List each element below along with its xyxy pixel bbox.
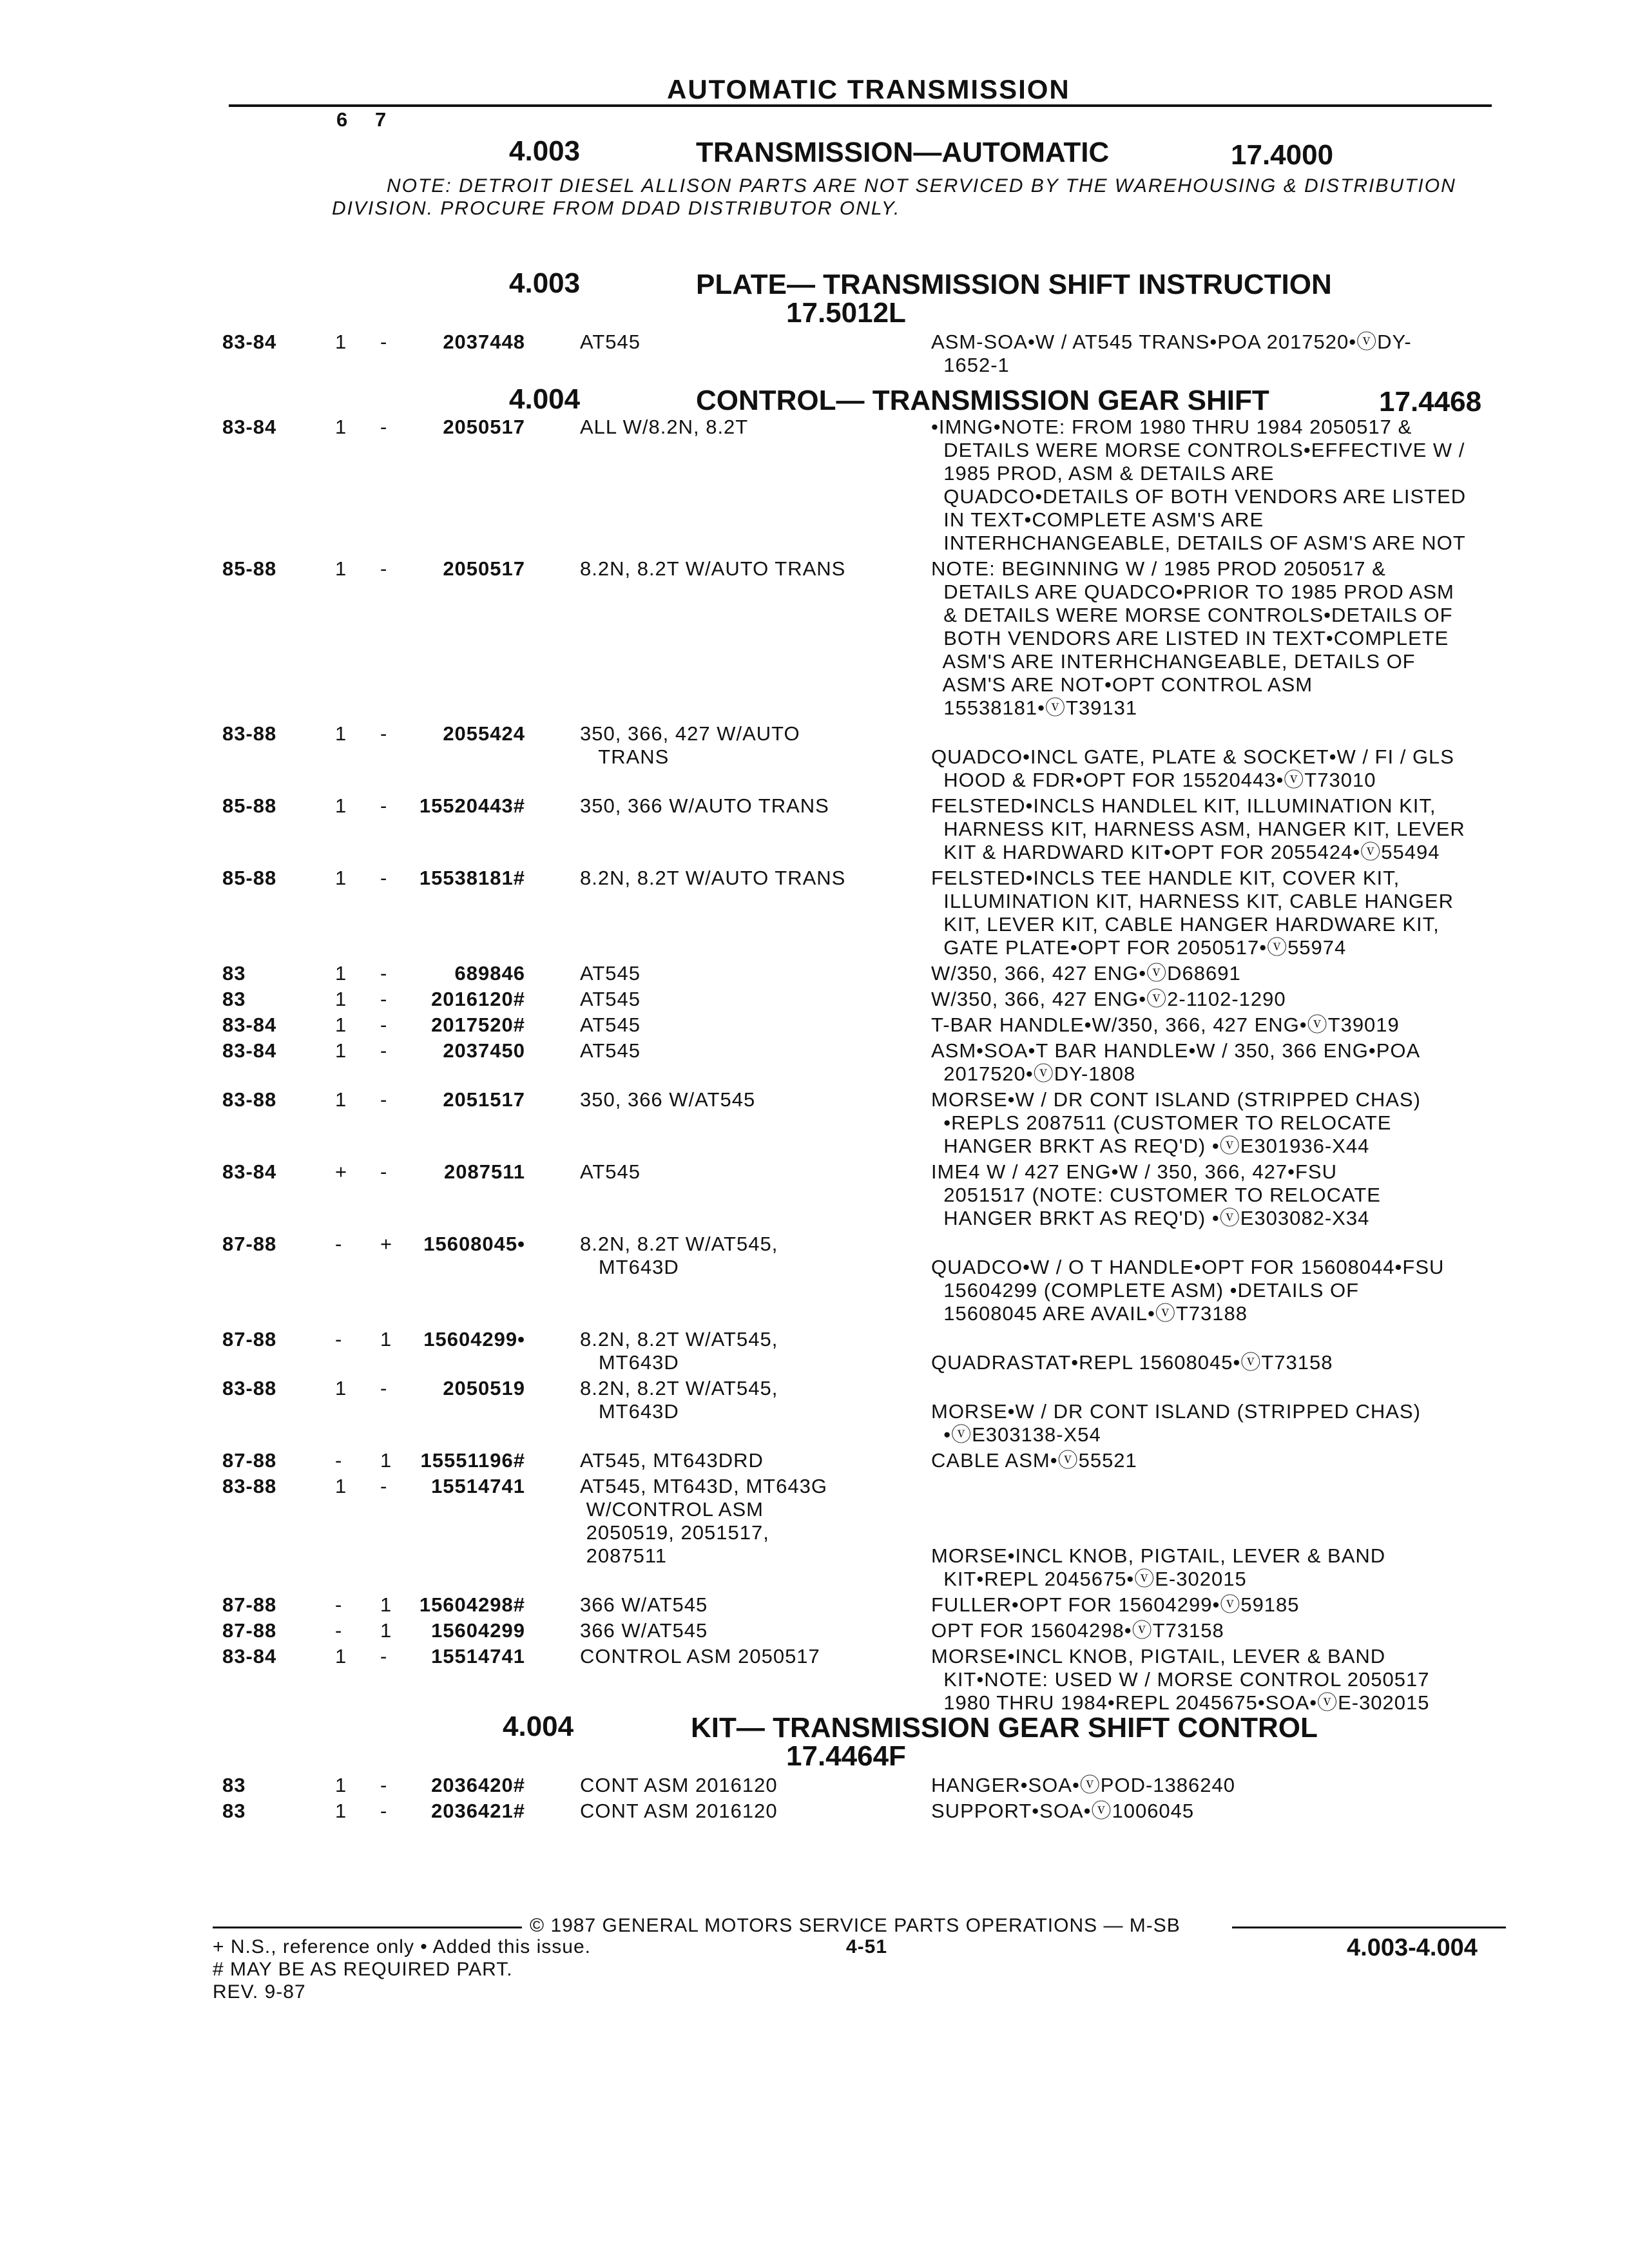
row-part-number: 2050517: [443, 416, 525, 438]
row-application: CONTROL ASM 2050517: [580, 1645, 820, 1667]
row-years: 83-84: [222, 1160, 277, 1183]
row-qty-2: +: [380, 1233, 393, 1255]
row-part-number: 2037450: [443, 1039, 525, 1062]
row-years: 83-88: [222, 1475, 277, 1497]
row-qty-1: 1: [335, 988, 347, 1010]
row-description: QUADCO•W / O T HANDLE•OPT FOR 15608044•FSU 15604299 (COMPLETE ASM) •DETAILS OF 15608045 ARE AVAIL•ⓥT73188: [931, 1256, 1445, 1325]
row-qty-1: 1: [335, 1645, 347, 1667]
section-ref: 17.4468: [1379, 386, 1482, 418]
row-years: 87-88: [222, 1449, 277, 1472]
legend-line-2: # MAY BE AS REQUIRED PART.: [213, 1959, 513, 1980]
section-title: CONTROL— TRANSMISSION GEAR SHIFT: [696, 385, 1269, 416]
row-qty-2: 1: [380, 1619, 392, 1642]
column-label-7: 7: [375, 108, 387, 131]
section-code: 4.003: [509, 135, 581, 167]
page-range: 4.003-4.004: [1347, 1934, 1478, 1961]
row-qty-1: -: [335, 1593, 343, 1616]
row-qty-2: 1: [380, 1593, 392, 1616]
page-title: AUTOMATIC TRANSMISSION: [667, 74, 1070, 104]
row-qty-2: -: [380, 416, 388, 438]
row-part-number: 2017520#: [431, 1014, 525, 1036]
row-qty-1: -: [335, 1233, 343, 1255]
row-qty-1: 1: [335, 331, 347, 353]
section-title: PLATE— TRANSMISSION SHIFT INSTRUCTION: [696, 269, 1332, 300]
row-application: AT545: [580, 988, 641, 1010]
row-years: 85-88: [222, 794, 277, 817]
page-number: 4-51: [846, 1936, 888, 1957]
row-application: ALL W/8.2N, 8.2T: [580, 416, 749, 438]
row-qty-2: -: [380, 557, 388, 580]
row-description: QUADCO•INCL GATE, PLATE & SOCKET•W / FI / GLS HOOD & FDR•OPT FOR 15520443•ⓥT73010: [931, 745, 1454, 791]
row-application: 8.2N, 8.2T W/AT545, MT643D: [580, 1328, 778, 1374]
row-qty-1: 1: [335, 962, 347, 985]
footer-rule-left: [213, 1927, 522, 1928]
row-application: 350, 366, 427 W/AUTO TRANS: [580, 722, 800, 768]
row-application: 8.2N, 8.2T W/AUTO TRANS: [580, 867, 846, 889]
section-code: 4.004: [509, 383, 581, 415]
section-code: 4.003: [509, 267, 581, 299]
row-application: CONT ASM 2016120: [580, 1800, 778, 1822]
row-qty-1: 1: [335, 557, 347, 580]
row-years: 83-84: [222, 416, 277, 438]
row-years: 83: [222, 988, 246, 1010]
row-qty-2: -: [380, 1475, 388, 1497]
row-years: 87-88: [222, 1619, 277, 1642]
row-years: 83: [222, 1774, 246, 1796]
row-qty-1: -: [335, 1328, 343, 1350]
section-title: TRANSMISSION—AUTOMATIC: [696, 137, 1110, 168]
row-years: 83-88: [222, 1377, 277, 1399]
revision: REV. 9-87: [213, 1981, 306, 2003]
row-qty-2: -: [380, 331, 388, 353]
row-description: T-BAR HANDLE•W/350, 366, 427 ENG•ⓥT39019: [931, 1014, 1400, 1036]
row-years: 83-84: [222, 1014, 277, 1036]
row-qty-1: 1: [335, 416, 347, 438]
row-application: 8.2N, 8.2T W/AT545, MT643D: [580, 1377, 778, 1423]
row-description: MORSE•W / DR CONT ISLAND (STRIPPED CHAS) •ⓥE303138-X54: [931, 1400, 1421, 1446]
row-application: 8.2N, 8.2T W/AT545, MT643D: [580, 1233, 778, 1278]
row-years: 87-88: [222, 1233, 277, 1255]
section-note-line-2: DIVISION. PROCURE FROM DDAD DISTRIBUTOR ONLY.: [332, 198, 901, 219]
row-qty-2: 1: [380, 1328, 392, 1350]
section-title: KIT— TRANSMISSION GEAR SHIFT CONTROL: [691, 1712, 1318, 1744]
row-part-number: 15551196#: [420, 1449, 525, 1472]
row-application: 350, 366 W/AUTO TRANS: [580, 794, 829, 817]
row-application: AT545, MT643DRD: [580, 1449, 764, 1472]
row-part-number: 2037448: [443, 331, 525, 353]
row-qty-2: -: [380, 1645, 388, 1667]
row-qty-2: -: [380, 1160, 388, 1183]
row-part-number: 15520443#: [419, 794, 525, 817]
row-description: •IMNG•NOTE: FROM 1980 THRU 1984 2050517 & DETAILS WERE MORSE CONTROLS•EFFECTIVE W / 1985 PROD, ASM & DETAILS ARE QUADCO•DETAILS OF BOTH VENDORS ARE LISTED IN TEXT•COMPLETE ASM'S ARE INTERHCHANGEABLE, DETAILS OF ASM'S ARE NOT: [931, 416, 1467, 554]
row-qty-1: 1: [335, 1014, 347, 1036]
row-application: AT545: [580, 331, 641, 353]
header-rule: [229, 104, 1492, 107]
row-application: 8.2N, 8.2T W/AUTO TRANS: [580, 557, 846, 580]
row-qty-1: -: [335, 1449, 343, 1472]
row-qty-1: 1: [335, 867, 347, 889]
row-years: 83-84: [222, 1645, 277, 1667]
row-application: AT545: [580, 1039, 641, 1062]
row-qty-2: -: [380, 867, 388, 889]
row-application: AT545: [580, 1014, 641, 1036]
footer-rule-right: [1232, 1927, 1506, 1928]
row-description: IME4 W / 427 ENG•W / 350, 366, 427•FSU 2051517 (NOTE: CUSTOMER TO RELOCATE HANGER BRKT AS REQ'D) •ⓥE303082-X34: [931, 1160, 1381, 1229]
row-qty-1: +: [335, 1160, 348, 1183]
row-qty-1: 1: [335, 1088, 347, 1111]
row-part-number: 15604299: [431, 1619, 525, 1642]
row-qty-1: 1: [335, 1039, 347, 1062]
row-description: HANGER•SOA•ⓥPOD-1386240: [931, 1774, 1235, 1796]
row-application: 366 W/AT545: [580, 1593, 708, 1616]
row-description: W/350, 366, 427 ENG•ⓥ2-1102-1290: [931, 988, 1286, 1010]
row-application: AT545: [580, 1160, 641, 1183]
row-description: OPT FOR 15604298•ⓥT73158: [931, 1619, 1224, 1642]
row-description: W/350, 366, 427 ENG•ⓥD68691: [931, 962, 1241, 985]
row-application: 366 W/AT545: [580, 1619, 708, 1642]
row-part-number: 15514741: [431, 1645, 525, 1667]
row-qty-1: 1: [335, 794, 347, 817]
row-description: ASM-SOA•W / AT545 TRANS•POA 2017520•ⓥDY- 1652-1: [931, 331, 1412, 376]
row-part-number: 2087511: [444, 1160, 525, 1183]
row-years: 85-88: [222, 557, 277, 580]
row-years: 83-84: [222, 331, 277, 353]
row-qty-2: -: [380, 1377, 388, 1399]
row-part-number: 2050519: [443, 1377, 525, 1399]
row-qty-1: 1: [335, 1774, 347, 1796]
row-qty-1: 1: [335, 1475, 347, 1497]
row-part-number: 2016120#: [431, 988, 525, 1010]
row-years: 83: [222, 1800, 246, 1822]
row-qty-2: -: [380, 1088, 388, 1111]
row-years: 87-88: [222, 1593, 277, 1616]
row-years: 83-84: [222, 1039, 277, 1062]
section-ref: 17.5012L: [786, 297, 906, 329]
row-description: FELSTED•INCLS HANDLEL KIT, ILLUMINATION KIT, HARNESS KIT, HARNESS ASM, HANGER KIT, LEVER KIT & HARDWARD KIT•OPT FOR 2055424•ⓥ55494: [931, 794, 1465, 863]
row-application: CONT ASM 2016120: [580, 1774, 778, 1796]
column-label-6: 6: [336, 108, 349, 131]
row-part-number: 2036421#: [431, 1800, 525, 1822]
row-description: QUADRASTAT•REPL 15608045•ⓥT73158: [931, 1351, 1333, 1374]
row-qty-2: -: [380, 1774, 388, 1796]
row-part-number: 689846: [454, 962, 525, 985]
section-ref: 17.4000: [1231, 139, 1334, 171]
row-description: CABLE ASM•ⓥ55521: [931, 1449, 1137, 1472]
row-part-number: 15538181#: [419, 867, 525, 889]
row-qty-1: -: [335, 1619, 343, 1642]
row-description: FULLER•OPT FOR 15604299•ⓥ59185: [931, 1593, 1300, 1616]
row-qty-1: 1: [335, 1377, 347, 1399]
row-description: MORSE•INCL KNOB, PIGTAIL, LEVER & BAND KIT•NOTE: USED W / MORSE CONTROL 2050517 1980 THRU 1984•REPL 2045675•SOA•ⓥE-302015: [931, 1645, 1430, 1714]
section-note-line-1: NOTE: DETROIT DIESEL ALLISON PARTS ARE NOT SERVICED BY THE WAREHOUSING & DISTRIBUTION: [387, 175, 1456, 197]
row-application: 350, 366 W/AT545: [580, 1088, 756, 1111]
row-qty-1: 1: [335, 1800, 347, 1822]
row-qty-2: -: [380, 1039, 388, 1062]
row-part-number: 2050517: [443, 557, 525, 580]
row-qty-1: 1: [335, 722, 347, 745]
row-qty-2: -: [380, 1800, 388, 1822]
row-description: NOTE: BEGINNING W / 1985 PROD 2050517 & DETAILS ARE QUADCO•PRIOR TO 1985 PROD ASM & DETAILS WERE MORSE CONTROLS•DETAILS OF BOTH VENDORS ARE LISTED IN TEXT•COMPLETE ASM'S ARE INTERHCHANGEABLE, DETAILS OF ASM'S ARE NOT•OPT CONTROL ASM 15538181•ⓥT39131: [931, 557, 1454, 719]
row-qty-2: -: [380, 794, 388, 817]
row-qty-2: -: [380, 722, 388, 745]
row-years: 83-88: [222, 1088, 277, 1111]
row-years: 85-88: [222, 867, 277, 889]
row-part-number: 2036420#: [431, 1774, 525, 1796]
row-description: MORSE•INCL KNOB, PIGTAIL, LEVER & BAND KIT•REPL 2045675•ⓥE-302015: [931, 1544, 1386, 1590]
row-part-number: 2055424: [443, 722, 525, 745]
row-application: AT545: [580, 962, 641, 985]
row-qty-2: 1: [380, 1449, 392, 1472]
row-part-number: 15604298#: [419, 1593, 525, 1616]
legend-line-1: + N.S., reference only • Added this issue.: [213, 1936, 591, 1957]
row-part-number: 15608045•: [423, 1233, 525, 1255]
row-description: MORSE•W / DR CONT ISLAND (STRIPPED CHAS) •REPLS 2087511 (CUSTOMER TO RELOCATE HANGER BRKT AS REQ'D) •ⓥE301936-X44: [931, 1088, 1421, 1157]
row-part-number: 15604299•: [423, 1328, 525, 1350]
row-qty-2: -: [380, 988, 388, 1010]
row-description: SUPPORT•SOA•ⓥ1006045: [931, 1800, 1195, 1822]
row-years: 83: [222, 962, 246, 985]
copyright: © 1987 GENERAL MOTORS SERVICE PARTS OPERATIONS — M-SB: [530, 1915, 1181, 1936]
row-description: ASM•SOA•T BAR HANDLE•W / 350, 366 ENG•POA 2017520•ⓥDY-1808: [931, 1039, 1421, 1085]
row-part-number: 2051517: [443, 1088, 525, 1111]
row-qty-2: -: [380, 1014, 388, 1036]
section-ref: 17.4464F: [786, 1740, 906, 1772]
row-part-number: 15514741: [431, 1475, 525, 1497]
row-description: FELSTED•INCLS TEE HANDLE KIT, COVER KIT, ILLUMINATION KIT, HARNESS KIT, CABLE HANGER KIT, LEVER KIT, CABLE HANGER HARDWARE KIT, GATE PLATE•OPT FOR 2050517•ⓥ55974: [931, 867, 1454, 959]
section-code: 4.004: [503, 1711, 574, 1742]
row-application: AT545, MT643D, MT643G W/CONTROL ASM 2050519, 2051517, 2087511: [580, 1475, 827, 1567]
row-qty-2: -: [380, 962, 388, 985]
row-years: 87-88: [222, 1328, 277, 1350]
row-years: 83-88: [222, 722, 277, 745]
